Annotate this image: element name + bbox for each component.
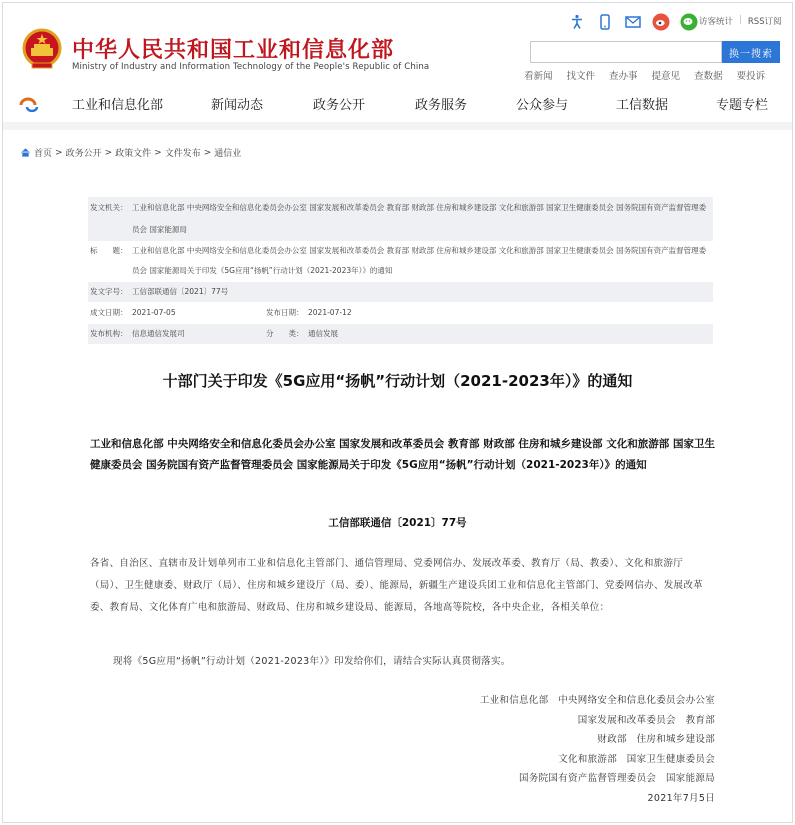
signature-line: 国家发展和改革委员会 教育部 — [577, 714, 715, 726]
meta-docnum-label: 发文字号： — [90, 287, 128, 296]
meta-published-label: 发布日期： — [266, 308, 304, 317]
visitor-stats-link[interactable]: 访客统计 — [699, 17, 734, 27]
meta-publisher-label: 发布机构： — [90, 329, 128, 338]
top-links — [699, 15, 782, 27]
nav-item-data[interactable]: 工信数据 — [616, 98, 669, 113]
article-subheading: 工业和信息化部 中央网络安全和信息化委员会办公室 国家发展和改革委员会 教育部 财政部 住房和城乡建设部 文化和旅游部 国家卫生健康委员会 国务院国有资产监督管理委员会 国家能源局关于印发《5G应用“扬帆”行动计划（2021-2023年）》的通知 — [90, 438, 715, 471]
site-subtitle: Ministry of Industry and Information Technology of the People's Republic of China — [72, 62, 430, 72]
meta-issuer-value: 工业和信息化部 中央网络安全和信息化委员会办公室 国家发展和改革委员会 教育部 财政部 住房和城乡建设部 文化和旅游部 国家卫生健康委员会 国务院国有资产监督管理委员会 国家能源局 — [132, 203, 707, 234]
meta-title-value: 工业和信息化部 中央网络安全和信息化委员会办公室 国家发展和改革委员会 教育部 财政部 住房和城乡建设部 文化和旅游部 国家卫生健康委员会 国务院国有资产监督管理委员会 国家能源局关于印发《5G应用“扬帆”行动计划（2021-2023年）》的通知 — [132, 246, 707, 275]
breadcrumb-telecom[interactable]: 通信业 — [214, 149, 242, 159]
meta-row-docnum — [88, 282, 713, 302]
meta-title-label: 标 题： — [90, 246, 128, 255]
nav-divider — [3, 122, 792, 130]
home-icon — [20, 147, 31, 158]
main-nav — [0, 94, 791, 116]
rss-link[interactable]: RSS订阅 — [747, 17, 782, 27]
nav-item-topics[interactable]: 专题专栏 — [716, 98, 769, 113]
article-recipients: 各省、自治区、直辖市及计划单列市工业和信息化主管部门、通信管理局、党委网信办、发展改革委、教育厅（局、教委）、文化和旅游厅（局）、卫生健康委、财政厅（局）、住房和城乡建设厅（局、委）、能源局，新疆生产建设兵团工业和信息化主管部门、党委网信办、发展改革委、教育局、文化体育广电和旅游局、财政局、住房和城乡建设局、能源局，各地高等院校，各中央企业，各相关单位： — [90, 558, 703, 613]
meta-docnum-value: 工信部联通信〔2021〕77号 — [132, 287, 229, 296]
nav-item-public-participation[interactable]: 公众参与 — [516, 98, 569, 113]
meta-category-value: 通信发展 — [308, 329, 338, 338]
document-meta-table — [88, 197, 713, 344]
article-body: 现将《5G应用“扬帆”行动计划（2021-2023年）》印发给你们，请结合实际认真贯彻落实。 — [113, 656, 511, 667]
signature-date: 2021年7月5日 — [647, 792, 715, 804]
breadcrumb — [20, 146, 241, 159]
quick-links — [524, 68, 765, 82]
mail-icon[interactable] — [624, 13, 642, 31]
nav-item-services[interactable]: 政务服务 — [415, 98, 468, 113]
signature-line: 文化和旅游部 国家卫生健康委员会 — [558, 753, 715, 765]
quick-link-complaints[interactable]: 要投诉 — [736, 71, 766, 82]
nav-item-news[interactable]: 新闻动态 — [211, 98, 264, 113]
quick-link-news[interactable]: 看新闻 — [524, 71, 553, 82]
breadcrumb-separator: > — [154, 147, 162, 158]
meta-issuer-label: 发文机关： — [90, 203, 128, 212]
nav-item-gov-affairs[interactable]: 政务公开 — [313, 98, 366, 113]
nav-item-home[interactable]: 工业和信息化部 — [72, 98, 164, 113]
breadcrumb-gov-affairs[interactable]: 政务公开 — [65, 149, 102, 159]
meta-row-publisher — [88, 324, 713, 344]
breadcrumb-home[interactable]: 首页 — [34, 149, 53, 159]
divider: | — [739, 15, 742, 25]
signature-line: 国务院国有资产监督管理委员会 国家能源局 — [518, 773, 715, 784]
article-doc-number: 工信部联通信〔2021〕77号 — [328, 517, 467, 529]
quick-link-services[interactable]: 查办事 — [609, 71, 638, 82]
accessibility-icon[interactable] — [568, 13, 586, 31]
wechat-icon[interactable] — [680, 13, 698, 31]
search-input[interactable] — [530, 41, 722, 63]
breadcrumb-file-release[interactable]: 文件发布 — [164, 149, 201, 159]
accessibility-toolbar — [568, 12, 698, 32]
breadcrumb-separator: > — [55, 147, 63, 158]
site-title[interactable]: 中华人民共和国工业和信息化部 — [72, 38, 395, 63]
quick-link-data[interactable]: 查数据 — [694, 71, 723, 82]
article-signatures — [480, 691, 715, 808]
meta-published-value: 2021-07-12 — [308, 308, 352, 317]
meta-category-label: 分 类： — [266, 329, 304, 338]
national-emblem-icon — [22, 28, 62, 70]
weibo-icon[interactable] — [652, 13, 670, 31]
breadcrumb-separator: > — [203, 147, 212, 158]
article-title: 十部门关于印发《5G应用“扬帆”行动计划（2021-2023年）》的通知 — [162, 372, 633, 390]
meta-row-title — [88, 241, 713, 282]
quick-link-feedback[interactable]: 提意见 — [651, 71, 681, 82]
mobile-icon[interactable] — [596, 13, 614, 31]
meta-row-dates — [88, 302, 713, 324]
meta-created-label: 成文日期： — [90, 308, 128, 317]
meta-publisher-value: 信息通信发展司 — [132, 329, 185, 338]
breadcrumb-separator: > — [104, 147, 113, 158]
quick-link-files[interactable]: 找文件 — [566, 71, 596, 82]
signature-line: 财政部 住房和城乡建设部 — [597, 734, 715, 745]
breadcrumb-policy-docs[interactable]: 政策文件 — [115, 149, 152, 159]
meta-created-value: 2021-07-05 — [132, 308, 176, 317]
search-button[interactable]: 换一搜索 — [722, 41, 780, 63]
signature-line: 工业和信息化部 中央网络安全和信息化委员会办公室 — [479, 695, 715, 706]
meta-row-issuer — [88, 197, 713, 241]
